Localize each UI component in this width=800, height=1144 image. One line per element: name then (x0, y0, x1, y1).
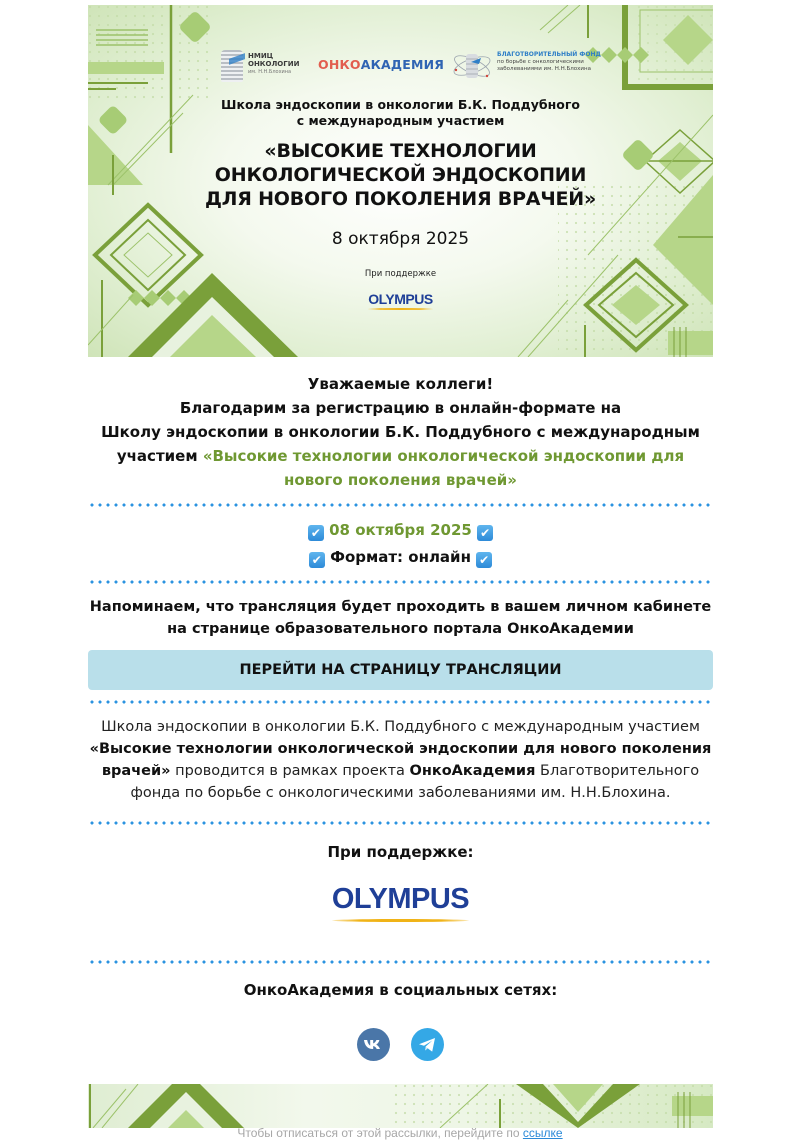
event-info (88, 507, 713, 580)
fund-logo-line2: по борьбе с онкологическими (497, 59, 584, 65)
olympus-wordmark: OLYMPUS (331, 883, 470, 915)
reminder-line1: Напоминаем, что трансляция будет проходить в вашем личном кабинете (89, 599, 712, 615)
greeting-prefix: участием (116, 447, 203, 465)
olympus-swoosh (368, 308, 432, 310)
about-project-name: ОнкоАкадемия (409, 763, 536, 779)
greeting-line3: Школу эндоскопии в онкологии Б.К. Поддубного с международным (101, 423, 700, 441)
banner-event-title (88, 139, 713, 211)
event-format: Формат: онлайн (330, 548, 471, 566)
telegram-icon (411, 1028, 444, 1061)
olympus-swoosh (332, 919, 469, 922)
about-paragraph (88, 704, 713, 821)
banner-title-line2: ОНКОЛОГИЧЕСКОЙ ЭНДОСКОПИИ (214, 164, 587, 186)
event-format-row (88, 544, 713, 571)
fund-orbit-icon (451, 50, 493, 82)
fund-logo-line1: БЛАГОТВОРИТЕЛЬНЫЙ ФОНД (497, 51, 601, 58)
fund-logo-line3: заболеваниями им. Н.Н.Блохина (497, 66, 591, 72)
onco-academy-logo (318, 57, 444, 72)
header-banner (88, 5, 713, 357)
check-mark-icon: ✔ (309, 552, 325, 568)
footer-banner (88, 1084, 713, 1128)
banner-school-name (88, 97, 713, 129)
banner-olympus-wordmark: OLYMPUS (368, 291, 433, 307)
greeting-salutation: Уважаемые коллеги! (307, 375, 494, 393)
onco-academy-logo-part1: ОНКО (318, 57, 361, 72)
banner-school-line1: Школа эндоскопии в онкологии Б.К. Поддубного (221, 97, 580, 112)
event-date-row (88, 517, 713, 544)
event-date: 08 октября 2025 (329, 521, 472, 539)
banner-school-line2: с международным участием (296, 113, 505, 128)
footer-decoration (88, 1084, 713, 1128)
greeting-block (88, 372, 713, 492)
go-to-stream-button[interactable]: ПЕРЕЙТИ НА СТРАНИЦУ ТРАНСЛЯЦИИ (88, 650, 713, 690)
check-mark-icon: ✔ (476, 552, 492, 568)
banner-date: 8 октября 2025 (331, 229, 470, 249)
vk-link[interactable] (357, 1028, 390, 1061)
greeting-line4 (88, 444, 713, 492)
reminder-text (88, 584, 713, 640)
charity-fund-logo (451, 48, 601, 84)
nmic-logo-line3: им. Н.Н.Блохина (248, 69, 292, 75)
about-text-part2: проводится в рамках проекта (170, 763, 410, 779)
vk-icon (357, 1028, 390, 1061)
about-event-title: «Высокие технологии онкологической эндоскопии для нового поколения врачей» (89, 741, 712, 779)
nmic-logo-line2: ОНКОЛОГИИ (248, 60, 300, 68)
support-label: При поддержке: (327, 843, 474, 861)
greeting-event-title: «Высокие технологии онкологической эндоскопии для нового поколения врачей» (202, 447, 685, 489)
unsubscribe-line (0, 1126, 800, 1140)
unsubscribe-link[interactable]: ссылке (522, 1126, 563, 1140)
banner-title-line3: ДЛЯ НОВОГО ПОКОЛЕНИЯ ВРАЧЕЙ» (204, 188, 597, 210)
partner-logos (88, 48, 713, 84)
banner-title-line1: «ВЫСОКИЕ ТЕХНОЛОГИИ (264, 140, 537, 162)
about-text-part1: Школа эндоскопии в онкологии Б.К. Поддубного с международным участием (101, 719, 700, 735)
nmic-logo-line1: НМИЦ (248, 52, 274, 60)
greeting-line2: Благодарим за регистрацию в онлайн-формате на (179, 399, 622, 417)
nmic-oncology-logo (221, 48, 301, 84)
email-body (88, 5, 713, 1128)
check-mark-icon: ✔ (477, 525, 493, 541)
social-label: ОнкоАкадемия в социальных сетях: (243, 981, 558, 999)
telegram-link[interactable] (411, 1028, 444, 1061)
nmic-building-icon (221, 50, 243, 82)
banner-support-label: При поддержке (364, 269, 437, 279)
social-links (88, 1000, 713, 1084)
about-text-part3: Благотворительного фонда по борьбе с онкологическими заболеваниями им. Н.Н.Блохина. (130, 763, 700, 801)
reminder-line2: на странице образовательного портала ОнкоАкадемии (167, 621, 634, 637)
olympus-sponsor-logo (332, 883, 469, 916)
banner-olympus-logo (368, 291, 432, 307)
unsubscribe-text: Чтобы отписаться от этой рассылки, перейдите по (237, 1126, 523, 1140)
check-mark-icon: ✔ (308, 525, 324, 541)
onco-academy-logo-part2: АКАДЕМИЯ (360, 57, 445, 72)
